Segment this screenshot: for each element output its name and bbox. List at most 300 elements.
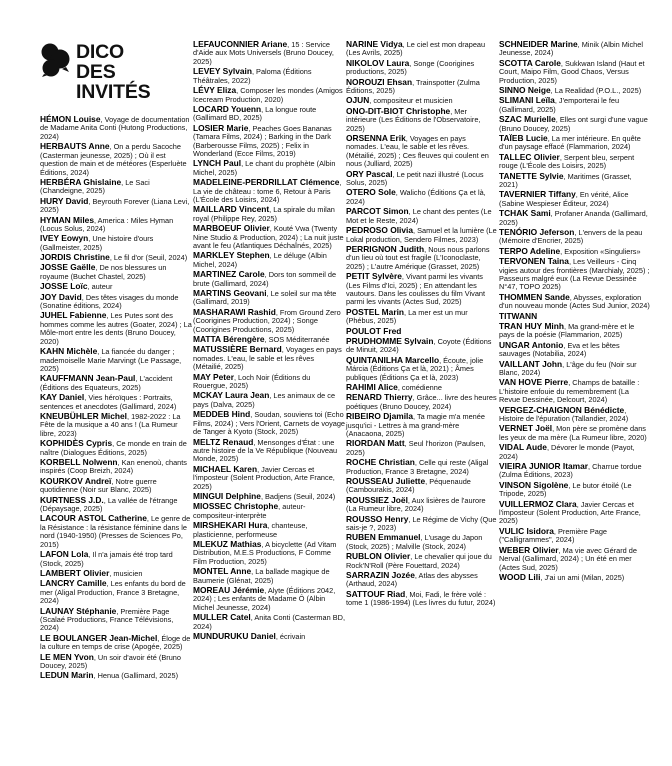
guest-entry: [346, 40, 498, 58]
guest-name: JOY David: [40, 291, 82, 302]
guest-entry: [346, 134, 498, 169]
guest-description: , La vie de château : tome 6, Retour à Paris (L'École des Loisirs, 2024): [193, 178, 342, 205]
guest-entry: [346, 515, 498, 533]
guest-name: TCHAK Sami: [499, 208, 551, 219]
guest-name: ROUSSO Henry: [346, 513, 409, 524]
guest-entry: [193, 438, 345, 464]
guest-description: , La spirale du milan royal (Philippe Rey, 2025): [193, 205, 335, 223]
guest-description: , Mensonges d'État : une autre histoire de la Ve République (Nouveau Monde, 2025): [193, 437, 338, 464]
guest-entry: [346, 439, 498, 457]
guest-description: , Ma vie avec Gérard de Nerval (Gallimard, 2024) ; Un été en mer (Actes Sud, 2025): [499, 545, 637, 572]
guest-name: NARINE Vidya: [346, 39, 403, 49]
guest-entry: [193, 224, 345, 250]
guest-entry: [40, 115, 192, 141]
guest-description: , chanteuse, plasticienne, performeuse: [193, 521, 308, 539]
guest-entry: [499, 115, 651, 133]
guest-entry: [499, 257, 651, 292]
guest-name: SARRAZIN Jozée: [346, 569, 415, 580]
guest-entry: [193, 105, 345, 123]
guest-name: KAHN Michèle: [40, 346, 98, 357]
guest-name: TAVERNIER Tiffany: [499, 189, 576, 200]
guest-description: , Moi, Fadi, le frère volé : tome 1 (1986-1994) (Les livres du futur, 2024): [346, 589, 496, 608]
guest-entry: [193, 540, 345, 566]
guest-description: , Maritimes (Grasset, 2021): [499, 171, 632, 190]
guest-name: TERVONEN Taina: [499, 256, 569, 267]
guest-description: , Dévorer le monde (Payot, 2024): [499, 443, 635, 461]
guest-name: LAFON Lola: [40, 549, 89, 560]
guest-description: , Éloge de la culture en temps de crise (Apogée, 2025): [40, 633, 191, 652]
guest-name: ROUSSIEZ Joël: [346, 494, 408, 505]
guest-description: , Grâce... livre des heures poétiques (Bruno Doucey, 2024): [346, 393, 497, 411]
guest-description: , Le soleil sur ma tête (Gallimard, 2019): [193, 289, 337, 307]
guest-entry: [346, 96, 498, 105]
guest-entry: [499, 443, 651, 461]
guest-entry: [40, 634, 192, 652]
guest-entry: [193, 613, 345, 631]
guest-description: , Seul l'horizon (Paulsen, 2025): [346, 439, 486, 457]
guest-name: LAMBERT Olivier: [40, 567, 110, 578]
guest-entry: [499, 378, 651, 404]
guest-name: IVEY Eowyn: [40, 233, 89, 244]
guest-name: JOSSE Loïc: [40, 281, 88, 292]
guest-entry: [193, 178, 345, 204]
guest-entry: [499, 293, 651, 311]
guest-entry: [40, 263, 192, 281]
guest-entry: [346, 107, 498, 133]
guest-entry: [193, 391, 345, 409]
guest-entry: [499, 546, 651, 572]
guest-description: , Paloma (Éditions Théâtrales, 2022): [193, 67, 312, 85]
guest-entry: [40, 496, 192, 514]
guest-entry: [499, 360, 651, 378]
guest-entry: [499, 134, 651, 152]
guest-entry: [499, 322, 651, 340]
guest-description: , On a perdu Sacoche (Casterman jeunesse, 2025) ; Où il est question de main et de météores (Esperluète Éditions, 2024): [40, 142, 187, 177]
guest-name: VERGEZ-CHAIGNON Bénédicte: [499, 404, 625, 415]
guest-description: , Les animaux de ce pays (Dalva, 2025): [193, 391, 336, 409]
guest-entry: [193, 205, 345, 223]
guest-entry: [499, 573, 651, 582]
guest-entry: [346, 393, 498, 411]
guest-name: MAY Peter: [193, 371, 234, 382]
guest-entry: [499, 153, 651, 171]
guest-description: , SOS Méditerranée: [264, 335, 330, 345]
guest-entry: [40, 197, 192, 215]
guest-entry: [346, 571, 498, 589]
guest-name: MARTINEZ Carole: [193, 269, 265, 280]
guest-entry: [193, 373, 345, 391]
guest-description: , Il n'a jamais été trop tard (Stock, 2025): [40, 550, 173, 568]
guest-name: KURTNESS J.D.: [40, 494, 104, 505]
guest-entry: [346, 412, 498, 438]
guest-name: LEVEY Sylvain: [193, 66, 252, 77]
guest-description: , Le ciel est mon drapeau (Les Avrils, 2025): [346, 40, 486, 58]
guest-entry: [346, 327, 498, 336]
guest-entry: [40, 234, 192, 252]
guest-name: RIORDAN Matt: [346, 438, 405, 449]
guest-name: TENÓRIO Jeferson: [499, 226, 575, 237]
guest-name: LE BOULANGER Jean-Michel: [40, 632, 158, 643]
guest-description: , En vérité, Alice (Sabine Wespieser Éditeur, 2024): [499, 190, 629, 208]
guest-description: , Mon père se promène dans les yeux de ma mère (La Rumeur libre, 2020): [499, 424, 647, 442]
guest-name: LOCARD Youenn: [193, 103, 262, 114]
guest-description: , Le chevalier qui joue du Rock'N'Roll (Père Fouettard, 2024): [346, 552, 492, 570]
column-3: [346, 40, 498, 609]
guest-name: PERRIGNON Judith: [346, 243, 425, 254]
guest-name: TALLEC Olivier: [499, 151, 560, 162]
guest-entry: [193, 159, 345, 177]
guest-description: , La fiancée du danger ; mademoiselle Marie Marvingt (Le Passage, 2025): [40, 347, 182, 374]
guest-entry: [40, 282, 192, 291]
guest-entry: [193, 270, 345, 288]
guest-description: , Atlas des abysses (Arthaud, 2024): [346, 570, 478, 589]
guest-name: LANCRY Camille: [40, 578, 107, 589]
guest-description: , Voyages en pays nomades. L'eau, le sable et les rêves (Métailié, 2025): [193, 345, 342, 372]
guest-description: , Javier Cercas et l'imposteur (Solent Production, Arte France, 2025): [193, 464, 335, 491]
guest-name: VINSON Sigolène: [499, 479, 569, 490]
guest-description: , Champs de bataille : L'histoire enfouie du remembrement (La Revue Dessinée, Delcourt, 2024): [499, 378, 640, 405]
guest-description: , Le petit nazi illustré (Locus Solus, 2025): [346, 169, 484, 188]
guest-name: MADELEINE-PERDRILLAT Clémence: [193, 177, 340, 188]
guest-name: HURY David: [40, 195, 89, 206]
guest-entry: [499, 481, 651, 499]
guest-name: ONO-DIT-BIOT Christophe: [346, 105, 451, 116]
guest-description: , L'envers de la peau (Mémoire d'Encrier, 2025): [499, 227, 643, 246]
guest-name: VAILLANT John: [499, 358, 563, 369]
guest-entry: [499, 406, 651, 424]
guest-entry: [40, 142, 192, 177]
guest-name: POULOT Fred: [346, 325, 402, 336]
guest-entry: [193, 67, 345, 85]
guest-name: VIDAL Aude: [499, 442, 547, 453]
guest-description: , Histoire de l'épuration (Tallandier, 2024): [499, 405, 629, 424]
guest-name: MUNDURUKU Daniel: [193, 631, 276, 642]
guest-description: , Anita Conti (Casterman BD, 2024): [193, 613, 345, 631]
guest-name: MARTINS Geovani: [193, 288, 267, 299]
guest-name: MOREAU Jérémie: [193, 585, 265, 595]
guest-description: , Ta magie m'a menée jusqu'ici - Lettres à ma grand-mère (Anacaona, 2025): [346, 412, 485, 439]
guest-description: , Vies héroïques : Portraits, sentences et anecdotes (Gallimard, 2024): [40, 393, 177, 411]
guest-description: , De nos blessures un royaume (Buchet Chastel, 2025): [40, 263, 167, 281]
guest-name: MARBOEUF Olivier: [193, 223, 270, 234]
guest-name: JORDIS Christine: [40, 252, 110, 263]
guest-entry: [40, 439, 192, 457]
guest-name: MCKAY Laura Jean: [193, 390, 270, 401]
guest-name: MLEKUZ Mathias: [193, 538, 262, 549]
guest-entry: [346, 533, 498, 551]
guest-name: MONTEL Anne: [193, 566, 252, 577]
guest-name: LEFAUCONNIER Ariane: [193, 39, 288, 49]
guest-name: NOROUZI Ehsan: [346, 76, 413, 87]
guest-name: NIKOLOV Laura: [346, 57, 410, 68]
guest-entry: [499, 247, 651, 256]
guest-name: HERBAUTS Anne: [40, 141, 110, 152]
guest-entry: [193, 502, 345, 520]
guest-name: THOMMEN Sande: [499, 291, 570, 302]
guest-entry: [40, 458, 192, 476]
guest-description: , Coyote (Éditions de Minuit, 2024): [346, 336, 492, 355]
guest-name: SLIMANI Leïla: [499, 95, 555, 106]
guest-name: ROCHE Christian: [346, 457, 415, 468]
guest-name: KOURKOV Andreï: [40, 475, 112, 486]
guest-description: , auteur-compositeur-interprète: [193, 502, 306, 520]
guest-entry: [193, 492, 345, 501]
guest-description: , Le butor étoilé (Le Tripode, 2025): [499, 480, 632, 499]
guest-entry: [499, 500, 651, 526]
guest-description: , Exposition «Singuliers»: [560, 246, 641, 256]
guest-description: , Composer les mondes (Amigos Icecream Production, 2020): [193, 86, 343, 104]
guest-entry: [193, 308, 345, 334]
guest-name: VIEIRA JUNIOR Itamar: [499, 460, 589, 471]
guest-description: , Ce monde en train de naître (Dialogues Éditions, 2025): [40, 439, 187, 457]
guest-description: , Nous nous parlons d'un lieu où tout est fragile (L'Iconoclaste, 2025) ; L'autre Amérique (Grasset, 2025): [346, 244, 490, 271]
guest-name: TRAN HUY Minh: [499, 320, 564, 331]
guest-name: MICHAEL Karen: [193, 463, 258, 474]
column-4: [499, 40, 651, 583]
guest-description: , Voyage de documentation de Madame Anita Conti (Hutong Productions, 2024): [40, 115, 190, 141]
guest-name: PETIT Sylvère: [346, 271, 402, 282]
guest-entry: [499, 312, 651, 321]
guest-description: , Le genre de la Résistance : la résistance féminine dans le nord (1940-1950) (Presses de Sciences Po, 2015): [40, 514, 191, 549]
guest-description: , comédienne: [397, 383, 442, 393]
guest-entry: [40, 514, 192, 549]
guest-description: , Sukkwan Island (Haut et Court, Maipo Film, Good Chaos, Versus Production, 2025): [499, 58, 645, 85]
guest-description: , Première Page ("Calligrammes", 2024): [499, 526, 607, 545]
guest-name: SINNO Neige: [499, 85, 551, 96]
guest-description: , From Ground Zero (Coorigines Production, 2024) ; Songe (Coorigines Productions, 2025): [193, 307, 341, 334]
guest-description: , J'ai un ami (Milan, 2025): [540, 572, 625, 582]
guest-name: TANETTE Sylvie: [499, 170, 564, 181]
guest-name: MULLER Catel: [193, 612, 251, 623]
guest-name: PARCOT Simon: [346, 206, 409, 217]
guest-name: MELTZ Renaud: [193, 436, 254, 447]
guest-name: HYMAN Miles: [40, 214, 94, 225]
guest-description: , Ma grand-mère et le pays de la poésie (Flammarion, 2025): [499, 321, 635, 340]
guest-description: , La mer est un mur (Phébus, 2025): [346, 307, 468, 326]
guest-description: , Première Page (Scalaé Productions, France Télévisions, 2024): [40, 606, 174, 633]
guest-description: , La ballade magique de Baumerie (Glénat, 2025): [193, 567, 330, 585]
guest-entry: [40, 477, 192, 495]
guest-name: KAUFFMANN Jean-Paul: [40, 373, 136, 384]
guest-entry: [346, 356, 498, 382]
guest-entry: [40, 216, 192, 234]
guest-name: OJUN: [346, 95, 370, 106]
guest-description: , Celle qui reste (Aligal Production, France 3 Bretagne, 2024): [346, 458, 489, 476]
guest-description: , Elles ont surgi d'une vague (Bruno Doucey, 2025): [499, 115, 648, 133]
guest-name: LÉVY Eliza: [193, 85, 237, 96]
guest-description: , Péquenaude (Cambourakis, 2024): [346, 477, 471, 495]
guest-name: MIRSHEKARI Hura: [193, 520, 268, 531]
entries-column-1: [40, 115, 192, 681]
guest-description: , Loch Noir (Éditions du Rouergue, 2025): [193, 372, 311, 391]
guest-name: WEBER Olivier: [499, 544, 559, 555]
guest-description: , America : Miles Hyman (Locus Solus, 2024): [40, 215, 174, 233]
entries-column-2: [193, 40, 345, 642]
guest-entry: [346, 458, 498, 476]
guest-entry: [499, 228, 651, 246]
guest-entry: [40, 569, 192, 578]
guest-description: , Les enfants du bord de mer (Aligal Production, France 3 Bretagne, 2024): [40, 579, 186, 606]
guest-name: TITWANN: [499, 310, 538, 321]
guest-name: RUBEN Emmanuel: [346, 532, 421, 543]
guest-name: RENARD Thierry: [346, 392, 413, 403]
guest-entry: [346, 337, 498, 355]
guest-entry: [346, 59, 498, 77]
guest-entry: [346, 207, 498, 225]
guest-entry: [499, 96, 651, 114]
guest-description: , Des têtes visages du monde (Sonatine éditions, 2024): [40, 292, 179, 311]
guest-description: , La mer intérieure. En quête d'un paysage effacé (Flammarion, 2024): [499, 133, 641, 152]
guest-description: , Notre guerre quotidienne (Noir sur Blanc, 2025): [40, 476, 157, 495]
guest-name: ROUSSEAU Juliette: [346, 476, 426, 486]
guest-entry: [499, 209, 651, 227]
guest-name: MIOSSEC Christophe: [193, 501, 279, 512]
guest-entry: [193, 586, 345, 612]
guest-entry: [346, 383, 498, 392]
guest-entry: [346, 308, 498, 326]
guest-name: MAILLARD Vincent: [193, 204, 270, 215]
guest-description: , auteur: [87, 282, 113, 292]
guest-description: , Aux lisières de l'aurore (La Rumeur libre, 2024): [346, 495, 486, 514]
guest-name: SATTOUF Riad: [346, 588, 406, 599]
guest-description: , Minik (Albin Michel Jeunesse, 2024): [499, 40, 643, 58]
guest-name: RUBLON Olivier: [346, 551, 411, 562]
guest-entry: [193, 410, 345, 436]
guest-description: , Beyrouth Forever (Liana Levi, 2025): [40, 196, 190, 215]
guest-entry: [193, 345, 345, 371]
guest-description: , Mer intérieure (Les Éditions de l'Observatoire, 2025): [346, 106, 481, 133]
guest-name: LE MEN Yvon: [40, 651, 94, 662]
title-line-1: DICO: [76, 41, 124, 63]
guest-name: SCOTTA Carole: [499, 57, 561, 68]
guest-name: LOSIER Marie: [193, 122, 249, 133]
guest-entry: [40, 653, 192, 671]
guest-entry: [40, 293, 192, 311]
guest-name: MASHARAWI Rashid: [193, 306, 276, 317]
guest-entry: [346, 272, 498, 307]
guest-entry: [346, 245, 498, 271]
guest-name: LYNCH Paul: [193, 158, 242, 169]
guest-description: , 15 : Service d'Aide aux Mots Universels (Bruno Doucey, 2025): [193, 40, 334, 66]
guest-description: , musicien: [109, 568, 143, 578]
guest-description: , La longue route (Gallimard BD, 2025): [193, 104, 317, 123]
guest-description: , L'accident (Éditions des Equateurs, 2025): [40, 374, 173, 392]
title-line-2: DES INVITÉS: [76, 61, 151, 103]
guest-name: VUILLERMOZ Clara: [499, 498, 577, 509]
guest-description: , Une histoire d'ours (Gallmeister, 2025): [40, 234, 154, 252]
guest-description: , Peaches Goes Bananas (Tamara Films, 2024) ; Barking in the Dark (Barberousse Films, 2025) ; Felix in Wonderland (Ecce Films, 2019): [193, 123, 332, 158]
guest-description: , J'emporterai le feu (Gallimard, 2025): [499, 96, 620, 114]
guest-description: , 1982-2022 : La Fête de la musique a 40 ans ! (La Rumeur libre, 2023): [40, 411, 181, 438]
guest-entry: [193, 86, 345, 104]
guest-name: MATTA Bérengère: [193, 334, 265, 345]
guest-description: , Profaner Ananda (Gallimard, 2025): [499, 209, 648, 227]
guest-name: UNGAR Antonio: [499, 339, 564, 350]
guest-name: VAN HOVE Pierre: [499, 377, 569, 388]
guest-description: , Vivant parmi les vivants (Les Films d'Ici, 2025) ; En attendant les vautours. Dans les coulisses du film Vivant parmi les vivants (Actes Sud, 2025): [346, 272, 486, 307]
guest-name: LAUNAY Stéphanie: [40, 605, 117, 616]
guest-name: VERNET Joël: [499, 423, 553, 434]
guest-entry: [40, 607, 192, 633]
guest-description: , Charrue tordue (Zulma Éditions, 2023): [499, 461, 642, 480]
guest-description: , Abysses, exploration d'un nouveau monde (Actes Sud Junior, 2024): [499, 292, 650, 311]
guest-description: , Trainspotter (Zulma Éditions, 2025): [346, 77, 480, 96]
guest-description: , Serpent bleu, serpent rouge (L'École des Loisirs, 2025): [499, 152, 635, 171]
guest-name: MEDDEB Hind: [193, 409, 251, 420]
guest-entry: [40, 393, 192, 411]
guest-name: OTERO Sole: [346, 187, 396, 198]
guest-name: MARKLEY Stephen: [193, 250, 270, 261]
guest-name: JUHEL Fabienne: [40, 310, 107, 321]
guest-entry: [499, 341, 651, 359]
guest-description: , Les Putes sont des hommes comme les autres (Goater, 2024) ; La Môle-mort entre les dents (Bruno Doucey, 2020): [40, 311, 192, 346]
guest-entry: [40, 347, 192, 373]
guest-name: TERPO Adeline: [499, 245, 561, 256]
guest-description: , Songe (Coorigines productions, 2025): [346, 58, 475, 77]
guest-name: KAY Daniel: [40, 392, 85, 403]
guest-name: KNEUBÜHLER Michel: [40, 410, 128, 421]
column-1: [40, 42, 192, 682]
guest-description: , Le Saci (Chandeigne, 2025): [40, 177, 150, 196]
guest-entry: [40, 178, 192, 196]
guest-entry: [346, 590, 498, 608]
guest-name: KOPHIDÈS Cypris: [40, 438, 113, 449]
guest-description: , Henua (Gallimard, 2025): [93, 671, 179, 681]
guest-description: , Soudan, souviens toi (Echo Films, 2024) ; Vers l'Orient, Carnets de voyage de Tanger à Kyoto (Stock, 2025): [193, 410, 346, 437]
guest-description: , Walicho (Éditions Ça et là, 2024): [346, 188, 486, 206]
guest-name: PEDROSO Olivia: [346, 225, 414, 236]
guest-entry: [40, 671, 192, 680]
guest-description: , Kan enenoù, chants inspirés (Coop Breizh, 2024): [40, 458, 187, 476]
guest-name: KORBELL Nolwenn: [40, 457, 118, 468]
guest-entry: [193, 567, 345, 585]
guest-name: MATUSSIÈRE Bernard: [193, 344, 282, 355]
guest-description: , Un soir d'avoir été (Bruno Doucey, 2025): [40, 652, 181, 670]
guest-entry: [346, 552, 498, 570]
guest-entry: [346, 496, 498, 514]
guest-name: TAÏEB Lucie: [499, 132, 548, 143]
guest-entry: [40, 311, 192, 346]
guest-name: RAHIMI Alice: [346, 382, 398, 393]
guest-name: QUINTANILHA Marcello: [346, 354, 440, 365]
guest-entry: [499, 527, 651, 545]
guest-name: POSTEL Marin: [346, 306, 405, 317]
guest-entry: [499, 59, 651, 85]
entries-column-4: [499, 40, 651, 582]
guest-entry: [40, 550, 192, 568]
guest-entry: [40, 412, 192, 438]
guest-name: HÉMON Louise: [40, 114, 101, 124]
guest-entry: [499, 86, 651, 95]
guest-entry: [346, 188, 498, 206]
guest-description: , La Realidad (P.O.L., 2025): [550, 86, 642, 96]
guest-description: , La vallée de l'étrange (Dépaysage, 2025): [40, 495, 178, 514]
guest-entry: [193, 289, 345, 307]
guest-entry: [40, 579, 192, 605]
header: [40, 42, 192, 106]
guest-description: , L'usage du Japon (Stock, 2025) ; Malville (Stock, 2024): [346, 533, 483, 551]
guest-entry: [193, 251, 345, 269]
guest-name: MINGUI Delphine: [193, 491, 261, 502]
guest-description: , Alyte (Éditions 2042, 2024) ; Les enfants de Madame Ô (Albin Michel Jeunesse, 2024): [193, 586, 336, 612]
guest-entry: [499, 190, 651, 208]
guest-entry: [499, 172, 651, 190]
guest-description: , Dors ton sommeil de brute (Gallimard, 2024): [193, 270, 337, 288]
guest-description: , Écoute, jolie Márcia (Éditions Ça et là, 2021) ; Âmes publiques (Éditions Ça et là, 2023): [346, 355, 484, 382]
guest-description: , Le chant du prophète (Albin Michel, 2025): [193, 159, 336, 177]
guest-entry: [346, 170, 498, 188]
guest-description: , Samuel et la lumière (Le Lokal production, Sendero Filmes, 2023): [346, 226, 497, 244]
